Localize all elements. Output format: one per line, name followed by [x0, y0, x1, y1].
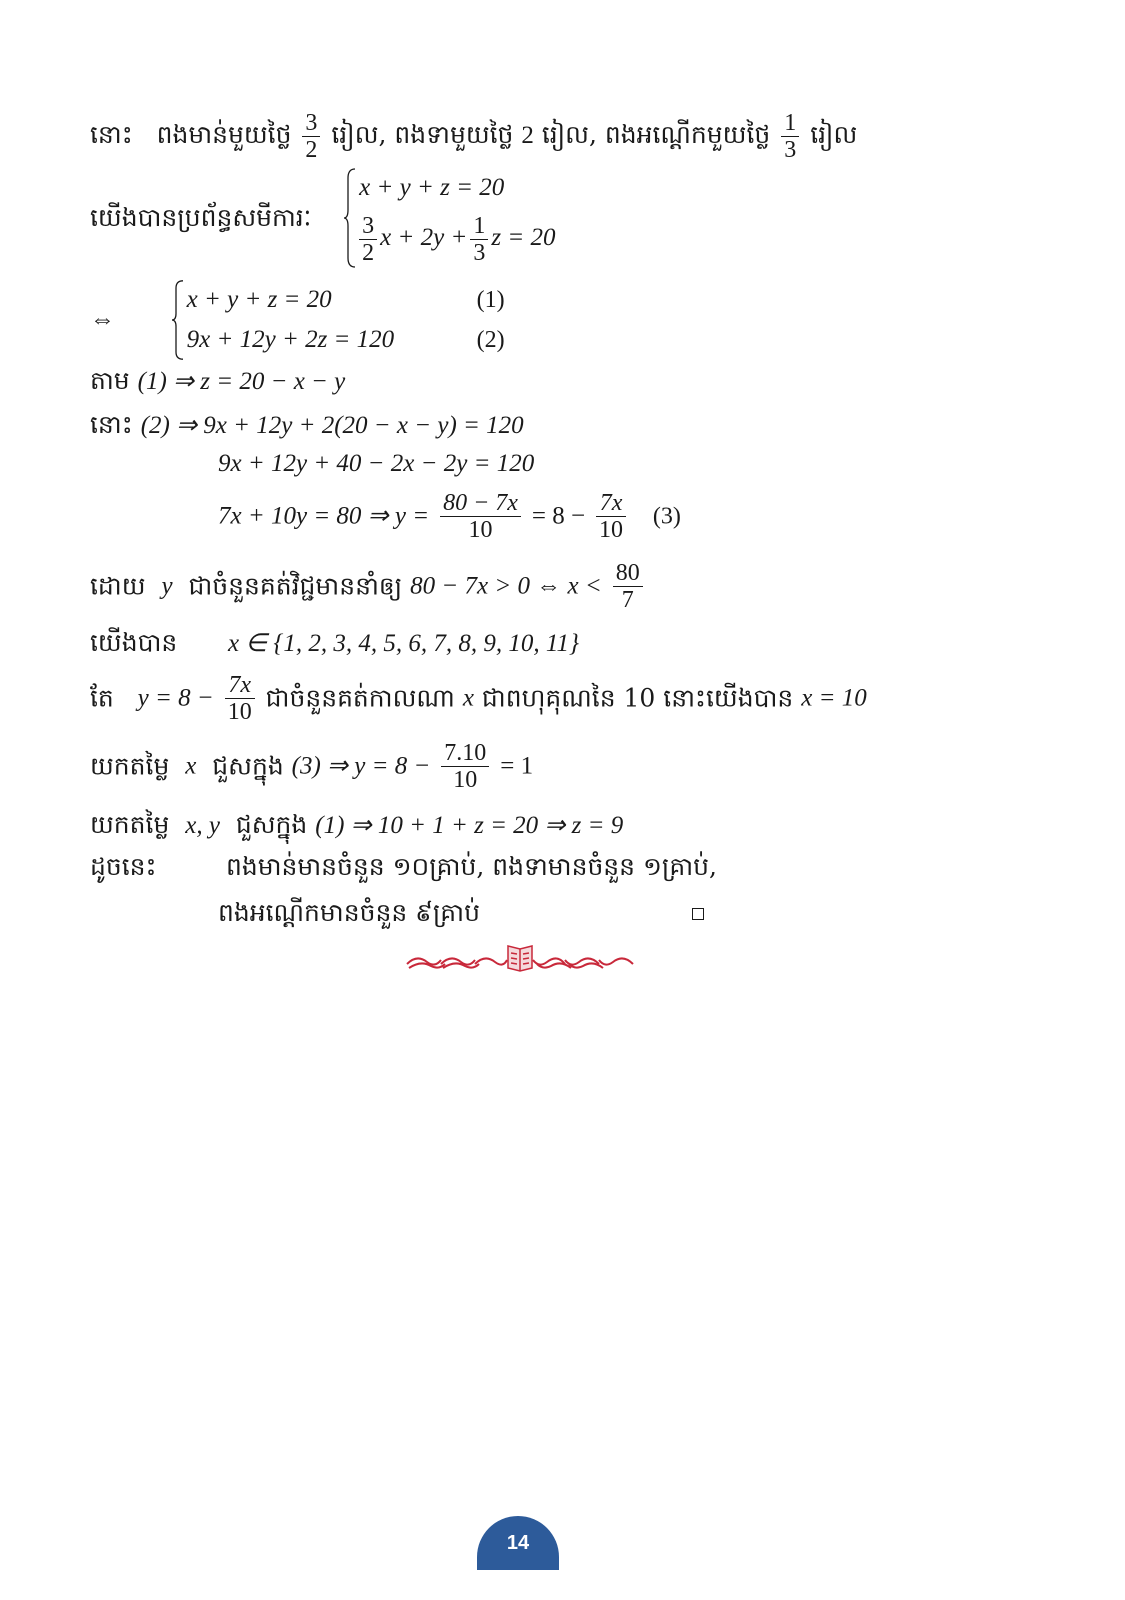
line-find-z — [90, 810, 623, 841]
expr-y-def: y = 8 − — [137, 684, 214, 712]
fraction-1-3: $\frac{1}{3}$ — [781, 110, 799, 163]
equation-system — [343, 168, 555, 268]
price-two: 2 — [521, 122, 534, 149]
tag-1: (1) — [476, 287, 505, 313]
tag-3: (3) — [652, 503, 681, 530]
word-tam: តាម — [90, 366, 130, 395]
riel-1: រៀល, — [331, 120, 387, 149]
decorative-ornament-icon — [405, 940, 635, 974]
word-dauch-neh: ដូចនេះ — [90, 852, 157, 881]
line-x-set — [90, 628, 579, 659]
fraction-3-2: $\frac{3}{2}$ — [302, 110, 320, 163]
conclusion-text-2: ពងអណ្តើកមានចំនួន ៩គ្រាប់ — [218, 898, 480, 927]
word-yeung-ban: យើងបាន — [90, 628, 178, 657]
simplified-eq-2: 9x + 12y + 2z = 120 — [186, 326, 395, 353]
fraction-80-7: $\frac{80}{7}$ — [613, 560, 643, 613]
word-nau: នោះ — [90, 120, 133, 149]
chicken-egg-price-text: ពងមាន់មួយថ្លៃ — [156, 120, 292, 149]
system-eq-2: $\frac{3}{2}$ x + 2y + $\frac{1}{3}$ z = 20 — [359, 208, 555, 268]
expr-z: (1) ⇒ z = 20 − x − y — [137, 368, 346, 395]
line-system-1 — [90, 168, 555, 268]
line-from-1 — [90, 366, 345, 397]
expr-expand: 9x + 12y + 40 − 2x − 2y = 120 — [218, 450, 535, 477]
riel-3: រៀល — [810, 120, 858, 149]
left-brace-icon — [343, 168, 357, 268]
multiple-of-text: ជាពហុគុណនៃ 10 នោះយើងបាន — [481, 683, 794, 713]
line-solve-y — [218, 490, 681, 543]
word-yok-tamlai: យកតម្លៃ — [90, 751, 170, 781]
riel-2: រៀល, — [541, 120, 597, 149]
word-tae: តែ — [90, 683, 114, 713]
fraction-7x-10-b: $\frac{7x}{10}$ — [225, 672, 255, 725]
line-system-2 — [90, 280, 505, 360]
result-y: = 1 — [500, 752, 534, 780]
positive-integer-text: ជាចំនួនគត់វិជ្ជមាននាំឲ្យ — [188, 571, 403, 601]
line-positive — [90, 560, 646, 613]
quail-egg-price-text: ពងអណ្តើកមួយថ្លៃ — [604, 120, 771, 149]
substitute-text: ជួសក្នុង — [212, 751, 284, 781]
word-yok-tamlai-2: យកតម្លៃ — [90, 810, 170, 839]
line-substitute — [90, 410, 524, 441]
expr-mid: = 8 − — [531, 502, 586, 530]
expr-find-z: (1) ⇒ 10 + 1 + z = 20 ⇒ z = 9 — [315, 812, 624, 839]
word-daoy: ដោយ — [90, 571, 146, 601]
fraction-80-7x: $\frac{80 - 7x}{10}$ — [440, 490, 521, 543]
system-eq-1: x + y + z = 20 — [359, 174, 505, 201]
simplified-eq-1: x + y + z = 20 — [186, 286, 332, 313]
line-conclusion-1 — [90, 852, 717, 882]
result-x: x = 10 — [801, 684, 867, 712]
duck-egg-price-text: ពងទាមួយថ្លៃ — [394, 120, 514, 149]
word-nau-2: នោះ — [90, 410, 133, 439]
page-number: 14 — [477, 1516, 559, 1570]
system-label: យើងបានប្រព័ន្ធសមីការៈ — [90, 203, 312, 232]
fraction-7-10-10: $\frac{7.10}{10}$ — [441, 740, 489, 793]
var-y: y — [161, 572, 173, 600]
integer-when-text: ជាចំនួនគត់កាលណា — [265, 683, 455, 713]
line-expand — [218, 448, 534, 479]
vars-x-y: x, y — [185, 812, 220, 839]
tag-2: (2) — [476, 327, 505, 353]
expr-solve-y: 7x + 10y = 80 ⇒ y = — [218, 502, 430, 530]
equivalence-symbol: ⇔ — [90, 306, 115, 333]
left-brace-icon — [171, 280, 185, 360]
qed-square-icon — [692, 908, 704, 920]
substitute-text-2: ជួសក្នុង — [235, 810, 308, 839]
expr-find-y: (3) ⇒ y = 8 − — [291, 752, 431, 780]
line-conclusion-2 — [218, 898, 480, 928]
var-x-2: x — [185, 752, 197, 780]
line-prices — [90, 110, 857, 163]
line-find-y — [90, 740, 533, 793]
line-multiple — [90, 672, 867, 725]
var-x: x — [462, 684, 474, 712]
expr-substitute: (2) ⇒ 9x + 12y + 2(20 − x − y) = 120 — [140, 412, 524, 439]
expr-inequality: 80 − 7x > 0 ⇔ x < — [410, 572, 602, 600]
conclusion-text-1: ពងមាន់មានចំនួន ១០គ្រាប់, ពងទាមានចំនួន ១គ្រាប់, — [225, 852, 717, 881]
equation-system-simplified — [171, 280, 505, 360]
fraction-7x-10: $\frac{7x}{10}$ — [596, 490, 626, 543]
expr-x-set: x ∈ {1, 2, 3, 4, 5, 6, 7, 8, 9, 10, 11} — [227, 630, 579, 657]
